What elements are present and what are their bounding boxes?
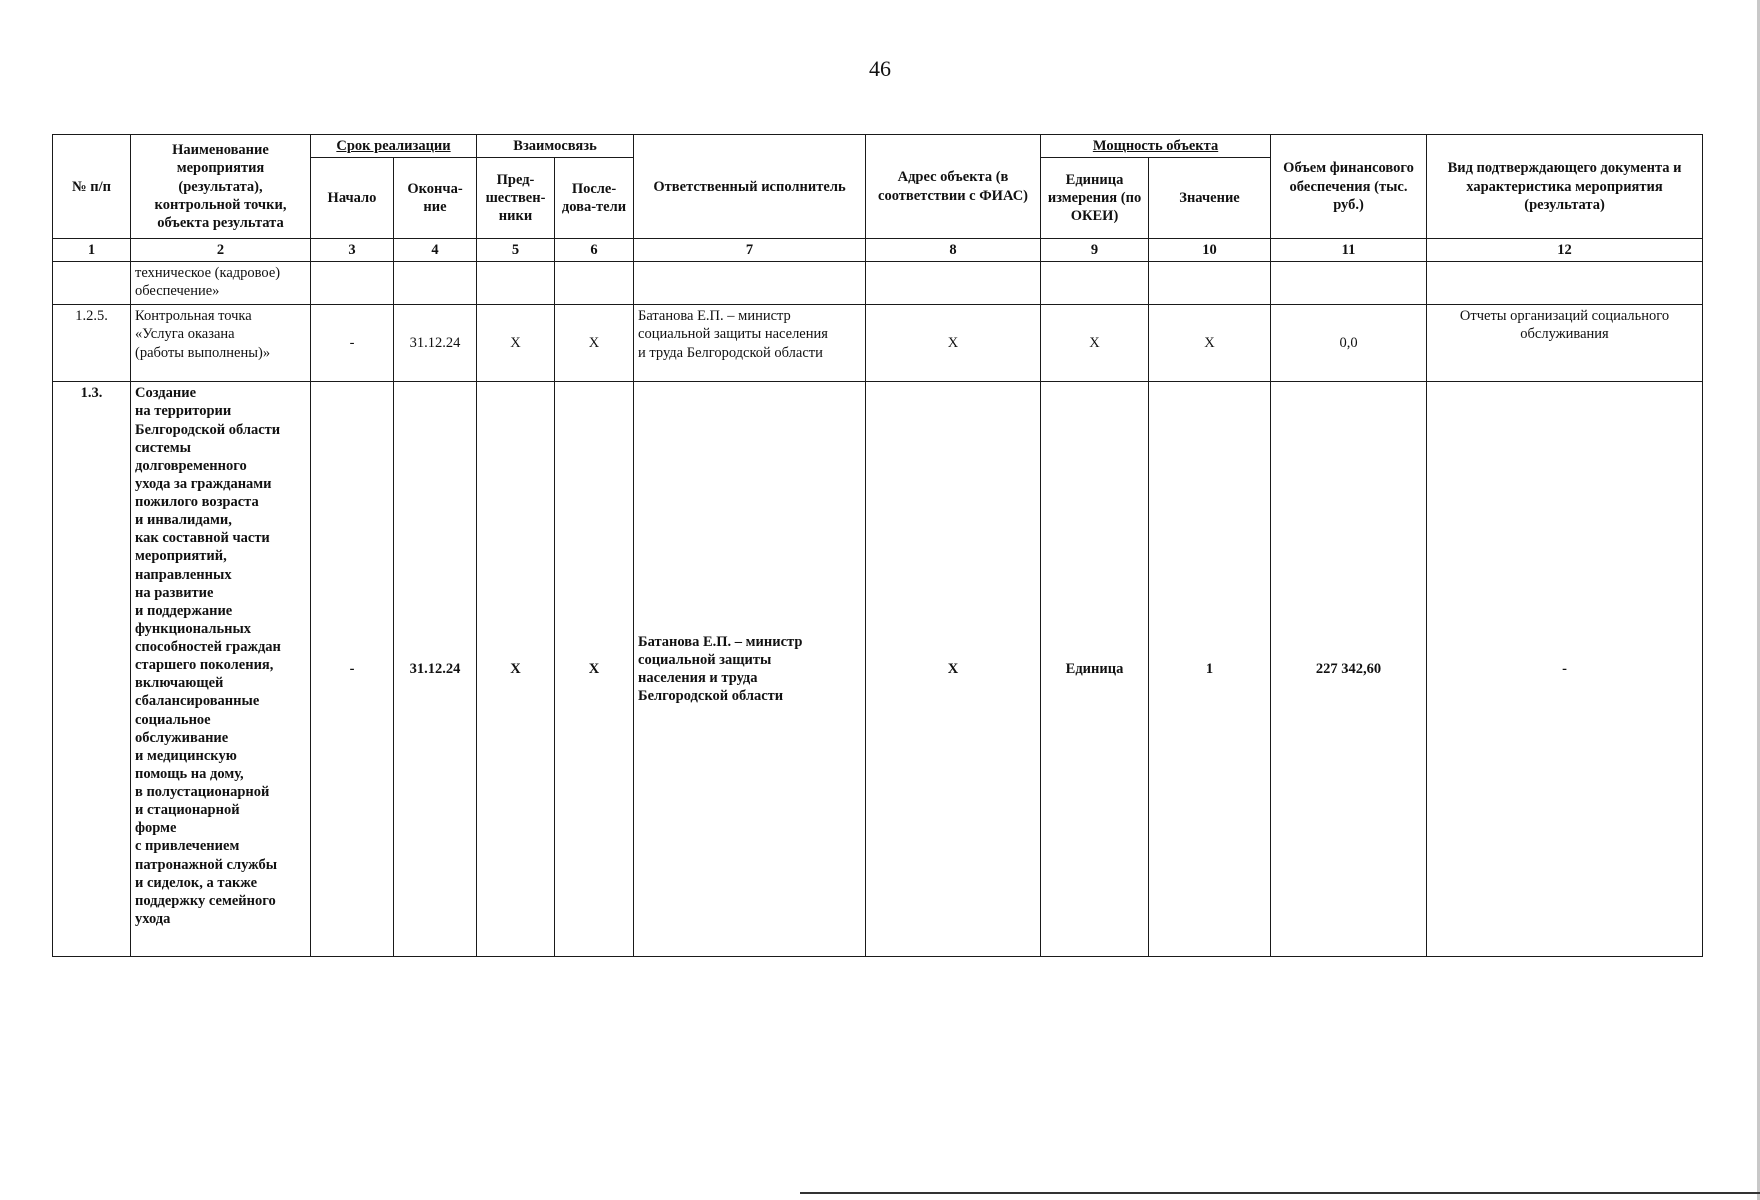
doc-line: обслуживания — [1520, 326, 1609, 343]
cell-value: Х — [1149, 305, 1271, 382]
name-line: на территории — [135, 403, 232, 420]
column-number: 6 — [555, 239, 634, 262]
name-line: «Услуга оказана — [135, 326, 235, 343]
name-line: сбалансированные — [135, 693, 260, 710]
name-line: обеспечение» — [135, 283, 220, 300]
cell-responsible — [634, 382, 866, 957]
name-line: и поддержание — [135, 602, 233, 619]
cell-end — [394, 262, 477, 305]
name-line: и инвалидами, — [135, 512, 232, 529]
column-number: 7 — [634, 239, 866, 262]
responsible-line: социальной защиты — [638, 652, 772, 669]
activity-plan-table — [52, 134, 1703, 957]
cell-end: 31.12.24 — [394, 305, 477, 382]
header-doc-type: Вид подтверждающего документа и характеристика мероприятия (результата) — [1427, 135, 1703, 239]
cell-name — [131, 305, 311, 382]
cell-address: Х — [866, 305, 1041, 382]
column-number-row — [53, 239, 1703, 262]
name-line: как составной части — [135, 530, 270, 547]
name-line: на развитие — [135, 584, 214, 601]
cell-responsible — [634, 305, 866, 382]
name-line: функциональных — [135, 620, 252, 637]
cell-unit: Х — [1041, 305, 1149, 382]
header-unit: Единица измерения (по ОКЕИ) — [1041, 158, 1149, 239]
table-row-continuation — [53, 262, 1703, 305]
cell-successors: Х — [555, 305, 634, 382]
header-capacity-group: Мощность объекта — [1041, 135, 1271, 158]
responsible-line: социальной защиты населения — [638, 326, 828, 343]
name-line: способностей граждан — [135, 639, 281, 655]
doc-line: Отчеты организаций социального — [1459, 308, 1670, 325]
cell-predecessors: Х — [477, 382, 555, 957]
name-line: мероприятий, — [135, 548, 227, 565]
header-successors: После-дова-тели — [555, 158, 634, 239]
name-line: Создание — [135, 385, 197, 402]
cell-start — [311, 262, 394, 305]
name-line: (работы выполнены)» — [135, 344, 271, 361]
name-line: ухода — [135, 910, 171, 927]
header-relation-group: Взаимосвязь — [477, 135, 634, 158]
name-line: включающей — [135, 675, 224, 692]
cell-value: 1 — [1149, 382, 1271, 957]
name-line: старшего поколения, — [135, 657, 274, 674]
name-line: и сиделок, а также — [135, 874, 258, 891]
header-num: № п/п — [53, 135, 131, 239]
page-number: 46 — [869, 56, 891, 81]
cell-num — [53, 262, 131, 305]
cell-start: - — [311, 382, 394, 957]
responsible-line: Батанова Е.П. – министр — [638, 308, 791, 325]
header-row — [53, 135, 1703, 158]
name-line: и медицинскую — [135, 747, 237, 764]
column-number: 1 — [53, 239, 131, 262]
column-number: 8 — [866, 239, 1041, 262]
cell-doc — [1427, 305, 1703, 382]
column-number: 12 — [1427, 239, 1703, 262]
header-funding: Объем финансового обеспечения (тыс. руб.) — [1271, 135, 1427, 239]
cell-funding: 0,0 — [1271, 305, 1427, 382]
header-predecessors: Пред-шествен-ники — [477, 158, 555, 239]
responsible-line: Белгородской области — [638, 688, 784, 705]
cell-address: Х — [866, 382, 1041, 957]
column-number: 9 — [1041, 239, 1149, 262]
name-line: и стационарной — [135, 802, 240, 819]
name-line: системы — [135, 439, 191, 456]
name-line: с привлечением — [135, 838, 240, 855]
cell-successors — [555, 262, 634, 305]
header-value: Значение — [1149, 158, 1271, 239]
name-line: обслуживание — [135, 729, 229, 746]
header-end: Оконча-ние — [394, 158, 477, 239]
cell-doc — [1427, 262, 1703, 305]
scan-bottom-line — [800, 1192, 1760, 1194]
header-name: Наименование мероприятия (результата), контрольной точки, объекта результата — [131, 135, 311, 239]
name-line: Контрольная точка — [135, 308, 252, 325]
column-number: 10 — [1149, 239, 1271, 262]
name-line: долговременного — [135, 457, 247, 474]
header-period-group: Срок реализации — [311, 135, 477, 158]
cell-unit — [1041, 262, 1149, 305]
cell-end: 31.12.24 — [394, 382, 477, 957]
header-responsible: Ответственный исполнитель — [634, 135, 866, 239]
name-line: техническое (кадровое) — [135, 265, 281, 282]
column-number: 3 — [311, 239, 394, 262]
header-address: Адрес объекта (в соответствии с ФИАС) — [866, 135, 1041, 239]
name-line: помощь на дому, — [135, 765, 244, 782]
cell-doc: - — [1427, 382, 1703, 957]
table-row-1-3 — [53, 382, 1703, 957]
name-line: в полустационарной — [135, 784, 270, 800]
responsible-line: Батанова Е.П. – министр — [638, 634, 803, 650]
name-line: поддержку семейного — [135, 892, 276, 909]
cell-start: - — [311, 305, 394, 382]
cell-funding — [1271, 262, 1427, 305]
header-start: Начало — [311, 158, 394, 239]
name-line: пожилого возраста — [135, 494, 259, 510]
column-number: 11 — [1271, 239, 1427, 262]
name-line: Белгородской области — [135, 421, 281, 438]
cell-responsible — [634, 262, 866, 305]
column-number: 4 — [394, 239, 477, 262]
name-line: ухода за гражданами — [135, 475, 272, 492]
cell-address — [866, 262, 1041, 305]
name-line: форме — [135, 820, 177, 837]
name-line: социальное — [135, 711, 211, 728]
cell-unit: Единица — [1041, 382, 1149, 957]
cell-name — [131, 262, 311, 305]
name-line: патронажной службы — [135, 856, 278, 873]
responsible-line: населения и труда — [638, 670, 758, 687]
cell-predecessors: Х — [477, 305, 555, 382]
column-number: 5 — [477, 239, 555, 262]
column-number: 2 — [131, 239, 311, 262]
cell-funding: 227 342,60 — [1271, 382, 1427, 957]
cell-value — [1149, 262, 1271, 305]
responsible-line: и труда Белгородской области — [638, 344, 823, 361]
cell-name — [131, 382, 311, 957]
cell-successors: Х — [555, 382, 634, 957]
cell-num: 1.3. — [53, 382, 131, 957]
name-line: направленных — [135, 566, 232, 583]
table-row-1-2-5 — [53, 305, 1703, 382]
cell-num: 1.2.5. — [53, 305, 131, 382]
cell-predecessors — [477, 262, 555, 305]
